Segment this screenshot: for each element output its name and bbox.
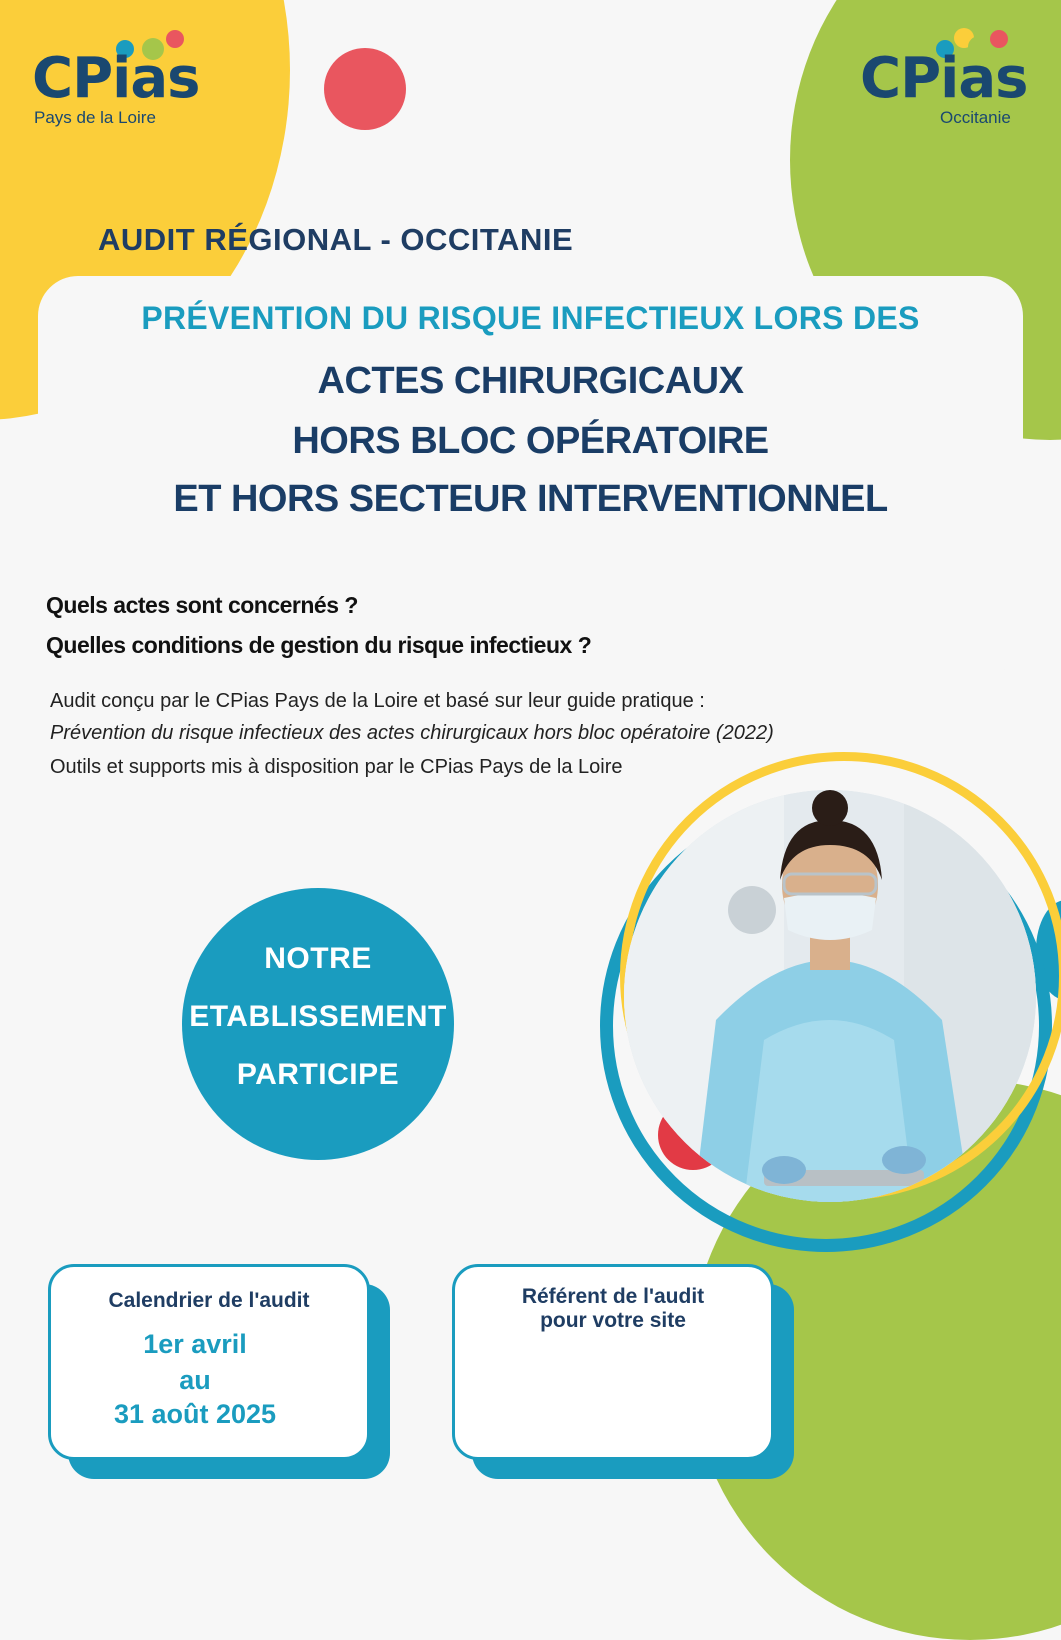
prevention-heading: PRÉVENTION DU RISQUE INFECTIEUX LORS DES — [141, 300, 920, 336]
main-title-line-3: ET HORS SECTEUR INTERVENTIONNEL — [173, 478, 888, 520]
cpias-pays-de-la-loire-logo — [28, 24, 218, 134]
referent-label-line-1: Référent de l'audit — [521, 1285, 705, 1308]
red-decorative-dot — [324, 48, 406, 130]
main-title-line-2: HORS BLOC OPÉRATOIRE — [292, 420, 769, 462]
question-1: Quels actes sont concernés ? — [46, 592, 358, 618]
referent-box — [452, 1264, 774, 1460]
calendar-box — [48, 1264, 370, 1460]
participation-line-1: NOTRE — [264, 942, 372, 975]
main-title-line-1: ACTES CHIRURGICAUX — [317, 360, 744, 402]
participation-badge — [182, 888, 454, 1160]
logo-wordmark: CPias — [860, 46, 1028, 111]
question-2: Quelles conditions de gestion du risque infectieux ? — [46, 632, 592, 658]
calendar-label: Calendrier de l'audit — [108, 1289, 310, 1312]
logo-wordmark: CPias — [32, 46, 200, 111]
calendar-start-date: 1er avril — [143, 1329, 247, 1359]
description-line-3: Outils et supports mis à disposition par le CPias Pays de la Loire — [50, 756, 623, 778]
logo-region: Occitanie — [940, 108, 1011, 127]
cpias-occitanie-logo — [850, 24, 1040, 134]
referent-label-line-2: pour votre site — [540, 1309, 686, 1332]
calendar-end-date: 31 août 2025 — [113, 1399, 277, 1429]
surgeon-illustration — [624, 790, 1036, 1202]
description-guide-title: Prévention du risque infectieux des actes chirurgicaux hors bloc opératoire (2022) — [50, 722, 774, 744]
description-line-1: Audit conçu par le CPias Pays de la Loire et basé sur leur guide pratique : — [50, 690, 705, 712]
participation-line-3: PARTICIPE — [236, 1058, 400, 1091]
calendar-separator: au — [179, 1365, 211, 1395]
logo-region: Pays de la Loire — [34, 108, 156, 127]
participation-line-2: ETABLISSEMENT — [189, 1000, 447, 1033]
surgeon-photo — [624, 790, 1036, 1202]
audit-title: AUDIT RÉGIONAL - OCCITANIE — [98, 222, 574, 257]
